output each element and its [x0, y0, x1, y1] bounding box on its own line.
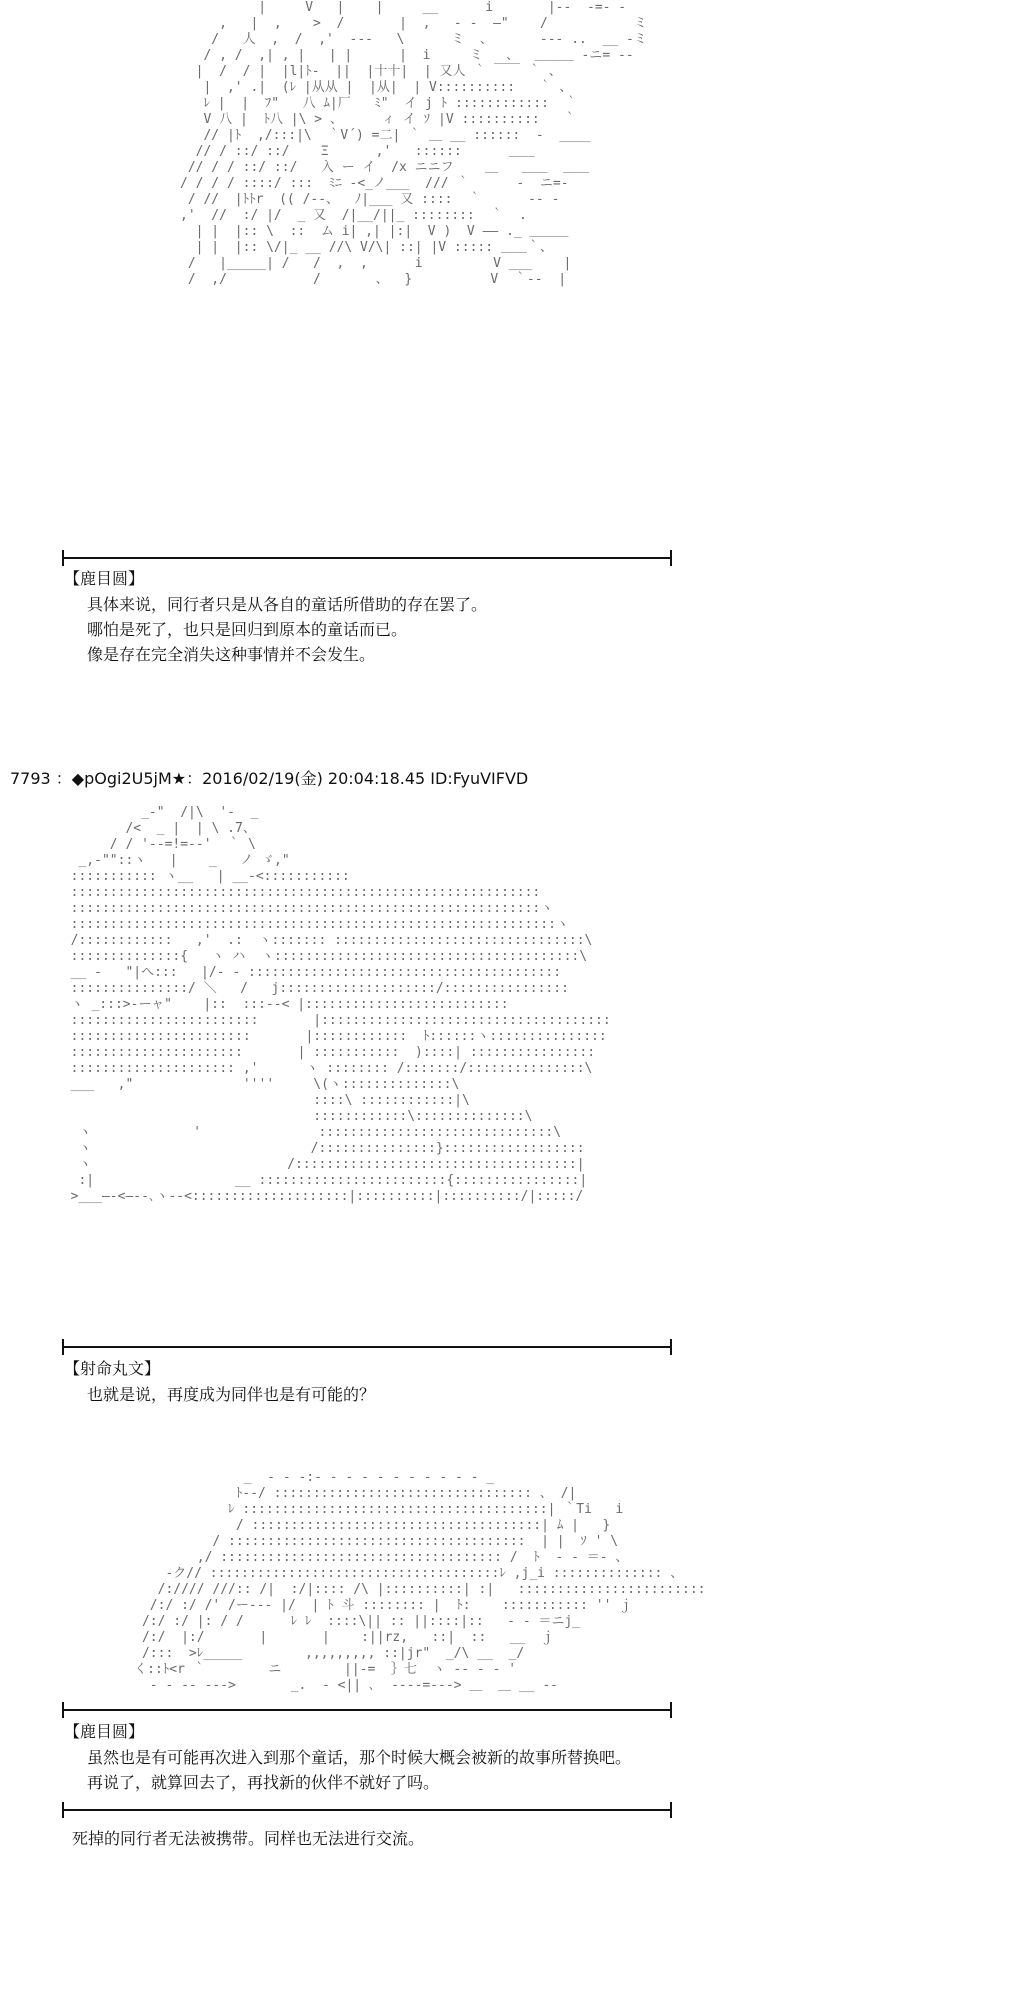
dialogue-line-1-3: 像是存在完全消失这种事情并不会发生。	[87, 645, 376, 664]
dialogue-line-3-2: 再说了，就算回去了，再找新的伙伴不就好了吗。	[87, 1773, 440, 1792]
narration-line-1: 死掉的同行者无法被携带。同样也无法进行交流。	[72, 1829, 425, 1848]
divider-1	[62, 557, 672, 559]
dialogue-line-1-1: 具体来说，同行者只是从各自的童话所借助的存在罢了。	[87, 595, 488, 614]
post-header: 7793 ：◆pOgi2U5jM★：2016/02/19(金) 20:04:18.45 ID:FyuVIFVD	[10, 769, 529, 788]
ascii-art-panel-2: _-" /|\ '- _ /< _ | | \ .7、 / / '--=!=--' ｀ \ _,-""::ヽ | _ ノ ゞ," ::::::::::: ヽ__ | __-<::::::::::: :::::::::::::::::::::::::::::::::::::::::::::::::::::::::::: ::::::::::::::::::::::::::::::::::::::::::::::::::::::::::::ヽ ::::::::::::::::::::::::::::::::::::::::::::::::::::::::::::::ヽ /:::::::::::: ,' .: ヽ::::::: ::::::::::::::::::::::::::::::::\ ::::::::::::::{ ヽ ハ ヽ:::::::::::::::::::::::::::::::::::::::\ __ ‐ "|へ::: |/‐ ‐ :::::::::::::::::::::::::::::::::::::::: :::::::::::::::/ ＼ / j::::::::::::::::::::/:::::::::::::::: ヽ _:::>-ーャ" |:: :::‐-< |:::::::::::::::::::::::::: :::::::::::::::::::::::: |::::::::::::::::::::::::::::::::::::: ::::::::::::::::::::::: |:::::::::::: ﾄ::::::ヽ::::::::::::::: :::::::::::::::::::::: | ::::::::::: )::::| :::::::::::::::: ::::::::::::::::::::: ,' ヽ :::::::: /:::::::/:::::::::::::::\ ___ ," '''' \(ヽ::::::::::::::\ ::::\ ::::::::::::|\ ::::::::::::\::::::::::::::\ ヽ ' ::::::::::::::::::::::::::::::\ ヽ /:::::::::::::::}:::::::::::::::::: ヽ /::::::::::::::::::::::::::::::::::::| :| __ ::::::::::::::::::::::::{::::::::::::::::| >___―‐<―‐‐､ヽ‐‐<::::::::::::::::::::|::::::::::|::::::::::/|:::::/	[70, 805, 611, 1204]
speaker-label-1: 【鹿目圆】	[64, 569, 145, 588]
speaker-label-3: 【鹿目圆】	[64, 1722, 145, 1741]
ascii-art-panel-3: _ ‐ ‐ ‐:‐ ‐ ‐ ‐ ‐ ‐ ‐ ‐ ‐ ‐ ‐ _ ﾄ‐‐/ ::::::::::::::::::::::::::::::::: 、 /| ﾚ :::::::::::::::::::::::::::::::::::::::| ｀Ti i / :::::::::::::::::::::::::::::::::::::| ﾑ | } / :::::::::::::::::::::::::::::::::::::: | | ｿ ' \ ,/ :::::::::::::::::::::::::::::::::::: / ﾄ ‐ ‐ ＝- 、 ‐ク// :::::::::::::::::::::::::::::::::::::ﾚ ,j_i :::::::::::::: 、 /://// ///:: /| :/|:::: /\ |::::::::::| :| :::::::::::::::::::::::: /:/ :/ /' /ー‐‐‐ |/ | ﾄ 斗 :::::::: | ﾄ: ::::::::::: '' ｊ /:/ :/ |: / / ﾚ ﾚ ::::\|| :: ||::::|:: ‐ ‐ ＝ニj_ /:/ |:/ | | :||rz, ::| :: __ ｊ /::: >ﾚ_____ ,,,,,,,,, ::|jr" _/\ __ _/ く::ﾄ<r ｀ ニ ||‐= ｝七 ヽ ‐‐ ‐ ‐ ' ‐ ‐ ‐‐ ‐‐‐> _. ‐ <|| ､ ‐-‐-=‐‐‐> ＿ ＿ __ -‐	[134, 1470, 706, 1693]
dialogue-line-1-2: 哪怕是死了，也只是回归到原本的童话而已。	[87, 620, 408, 639]
dialogue-line-2-1: 也就是说，再度成为同伴也是有可能的？	[87, 1385, 376, 1404]
divider-2	[62, 1346, 672, 1348]
speaker-label-2: 【射命丸文】	[64, 1359, 161, 1378]
divider-3	[62, 1709, 672, 1711]
ascii-art-panel-1: | V | | __ i |-- -=- - , | , > / | , ‐ ‐ ―" / ミ / 人 , / ,' ‐‐‐ \ ミ 、 ‐‐- .. __ ‐ミ / , / ,| , | | | | i ミ 、 ＿＿＿ ‐ニ= -‐ | / / | |l|ﾄ- || |十十| | 又人 ｀ ￣￣ ｀ 、 | ,' .| (ﾚ |从从 | |从| | V:::::::::: ｀ 、 ﾚ | | ﾌ" 八 ﾑ|厂 ﾐ" イ j ﾄ :::::::::::: ｀ V 八 | ﾄ八 |\ > 、 ィ イ ｿ |V :::::::::: ｀ // |ﾄ ,/:::|\ ｀V´) =二| ｀ ＿ __ :::::: - ____ // / ::/ ::/ Ξ ,' :::::: ＿＿ // / / ::/ ::/ 入 ー イ /x ニニフ ＿ ＿＿ ＿＿ / / / / ::::/ ::: ﾐﾆ ‐<_ノ___ /// ｀ - ニ=‐ / // |ﾄﾄr (( /‐‐、 ﾉ|___ 又 :::: ｀ -- ‐ ,' // :/ |/ _ 又 /|__/||_ :::::::: ｀ . | | |:: \ :: ム i| ,| |:| V ) V ―― ._ ＿＿＿ | | |:: \/|_ __ //\ V/\| ::| |V ::::: ＿＿｀、 / |_____| / / , , i V ___ | / ,/ / 、 } V ｀-- |	[180, 0, 647, 287]
divider-4	[62, 1809, 672, 1811]
dialogue-line-3-1: 虽然也是有可能再次进入到那个童话，那个时候大概会被新的故事所替换吧。	[87, 1748, 632, 1767]
